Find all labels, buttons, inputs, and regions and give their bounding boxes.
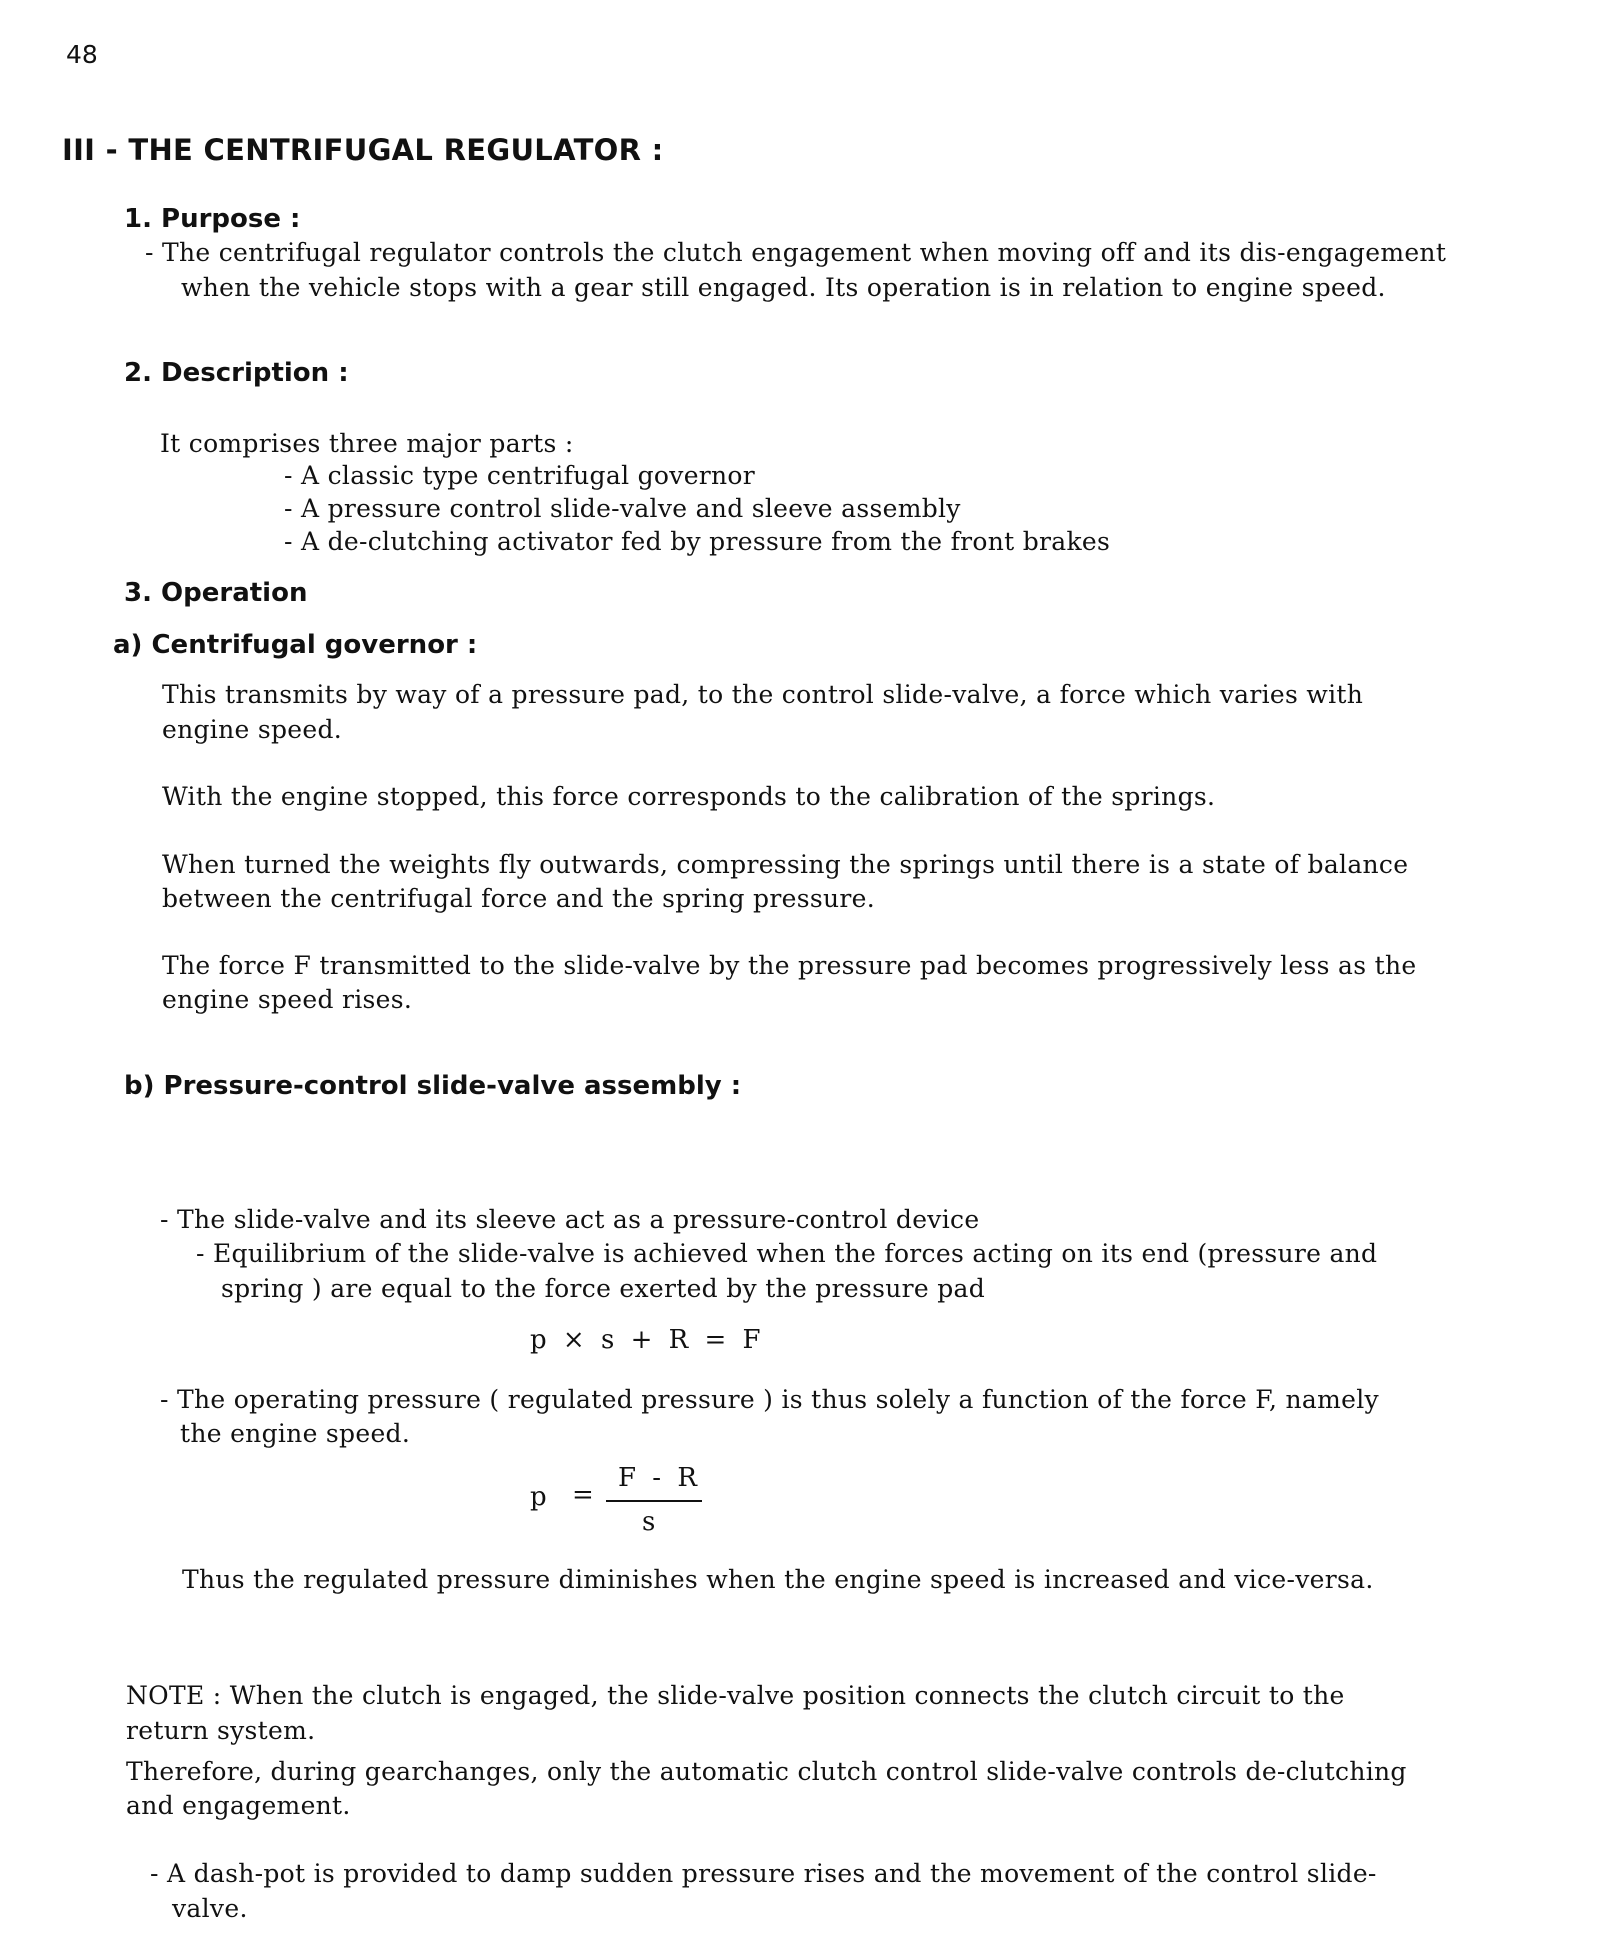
note-p3-line-2: valve. xyxy=(172,1894,248,1923)
governor-p1-line-1: This transmits by way of a pressure pad, to the control slide-valve, a force which varies with xyxy=(162,680,1364,709)
chapter-title: III - THE CENTRIFUGAL REGULATOR : xyxy=(62,133,664,167)
formula-numerator: F - R xyxy=(618,1463,701,1493)
formula-equals: = xyxy=(572,1480,598,1510)
governor-heading: a) Centrifugal governor : xyxy=(113,630,478,660)
valve-bullet-3-line-2: the engine speed. xyxy=(180,1419,411,1448)
governor-p1-line-2: engine speed. xyxy=(162,715,343,744)
formula-denominator: s xyxy=(642,1507,660,1537)
valve-heading: b) Pressure-control slide-valve assembly : xyxy=(124,1071,742,1101)
description-item-1: - A classic type centrifugal governor xyxy=(284,461,756,490)
governor-p4-line-1: The force F transmitted to the slide-valve by the pressure pad becomes progressively less as the xyxy=(162,951,1417,980)
note-p3-line-1: - A dash-pot is provided to damp sudden pressure rises and the movement of the control slide- xyxy=(150,1859,1377,1888)
formula-equilibrium: p × s + R = F xyxy=(530,1325,765,1355)
fraction-bar xyxy=(606,1500,702,1502)
valve-bullet-2-line-2: spring ) are equal to the force exerted by the pressure pad xyxy=(221,1274,986,1303)
governor-p2-line-1: With the engine stopped, this force corresponds to the calibration of the springs. xyxy=(162,782,1216,811)
page-number: 48 xyxy=(66,40,98,69)
valve-bullet-2-line-1: - Equilibrium of the slide-valve is achieved when the forces acting on its end (pressure and xyxy=(196,1239,1378,1268)
governor-p3-line-2: between the centrifugal force and the spring pressure. xyxy=(162,884,875,913)
description-item-3: - A de-clutching activator fed by pressure from the front brakes xyxy=(284,527,1111,556)
governor-p4-line-2: engine speed rises. xyxy=(162,985,413,1014)
description-intro: It comprises three major parts : xyxy=(160,429,574,458)
note-p1-line-2: return system. xyxy=(126,1716,316,1745)
description-item-2: - A pressure control slide-valve and sleeve assembly xyxy=(284,494,961,523)
note-p2-line-1: Therefore, during gearchanges, only the automatic clutch control slide-valve controls de-clutching xyxy=(126,1757,1407,1786)
operation-heading: 3. Operation xyxy=(124,578,308,608)
note-p2-line-2: and engagement. xyxy=(126,1791,351,1820)
purpose-heading: 1. Purpose : xyxy=(124,204,301,234)
description-heading: 2. Description : xyxy=(124,358,349,388)
valve-bullet-3-line-1: - The operating pressure ( regulated pressure ) is thus solely a function of the force F, namely xyxy=(160,1385,1379,1414)
valve-conclusion: Thus the regulated pressure diminishes when the engine speed is increased and vice-versa. xyxy=(182,1565,1374,1594)
purpose-line-1: - The centrifugal regulator controls the clutch engagement when moving off and its dis-engagement xyxy=(145,238,1447,267)
formula-lhs: p xyxy=(530,1482,551,1512)
governor-p3-line-1: When turned the weights fly outwards, compressing the springs until there is a state of balance xyxy=(162,850,1409,879)
note-p1-line-1: NOTE : When the clutch is engaged, the slide-valve position connects the clutch circuit to the xyxy=(126,1681,1345,1710)
purpose-line-2: when the vehicle stops with a gear still engaged. Its operation is in relation to engine speed. xyxy=(181,273,1386,302)
valve-bullet-1: - The slide-valve and its sleeve act as a pressure-control device xyxy=(160,1205,980,1234)
